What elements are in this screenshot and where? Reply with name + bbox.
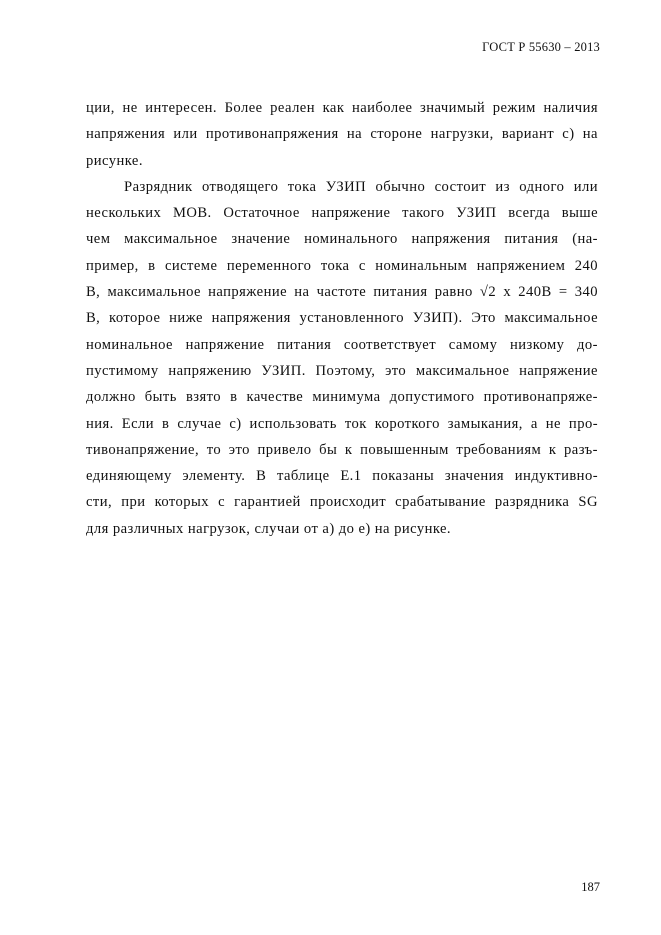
text-line: ния. Если в случае с) использовать ток короткого замыкания, а не про- (86, 415, 598, 432)
text-line: номинальное напряжение питания соответствует самому низкому до- (86, 336, 598, 353)
paragraph-continuation (86, 95, 598, 174)
document-body (86, 95, 598, 542)
text-line: рисунке. (86, 152, 143, 169)
text-line: напряжения или противонапряжения на стороне нагрузки, вариант с) на (86, 126, 598, 143)
text-line: нескольких МОВ. Остаточное напряжение такого УЗИП всегда выше (86, 205, 598, 222)
page-header: ГОСТ Р 55630 – 2013 (482, 40, 600, 54)
text-line: Разрядник отводящего тока УЗИП обычно состоит из одного или (124, 178, 598, 195)
text-line: чем максимальное значение номинального напряжения питания (на- (86, 231, 598, 248)
paragraph-surge-arrester (86, 174, 598, 542)
text-line: единяющему элементу. В таблице Е.1 показаны значения индуктивно- (86, 468, 598, 485)
text-line: пустимому напряжению УЗИП. Поэтому, это максимальное напряжение (86, 362, 598, 379)
page-number: 187 (581, 880, 600, 894)
text-line: В, максимальное напряжение на частоте питания равно √2 х 240В = 340 (86, 284, 598, 301)
text-line: В, которое ниже напряжения установленного УЗИП). Это максимальное (86, 310, 598, 327)
text-line: тивонапряжение, то это привело бы к повышенным требованиям к разъ- (86, 441, 598, 458)
text-line: сти, при которых с гарантией происходит срабатывание разрядника SG (86, 494, 598, 511)
text-line: пример, в системе переменного тока с номинальным напряжением 240 (86, 257, 598, 274)
text-line: ции, не интересен. Более реален как наиболее значимый режим наличия (86, 100, 598, 116)
text-line: для различных нагрузок, случаи от а) до е) на рисунке. (86, 520, 452, 537)
text-line: должно быть взято в качестве минимума допустимого противонапряже- (86, 389, 598, 406)
